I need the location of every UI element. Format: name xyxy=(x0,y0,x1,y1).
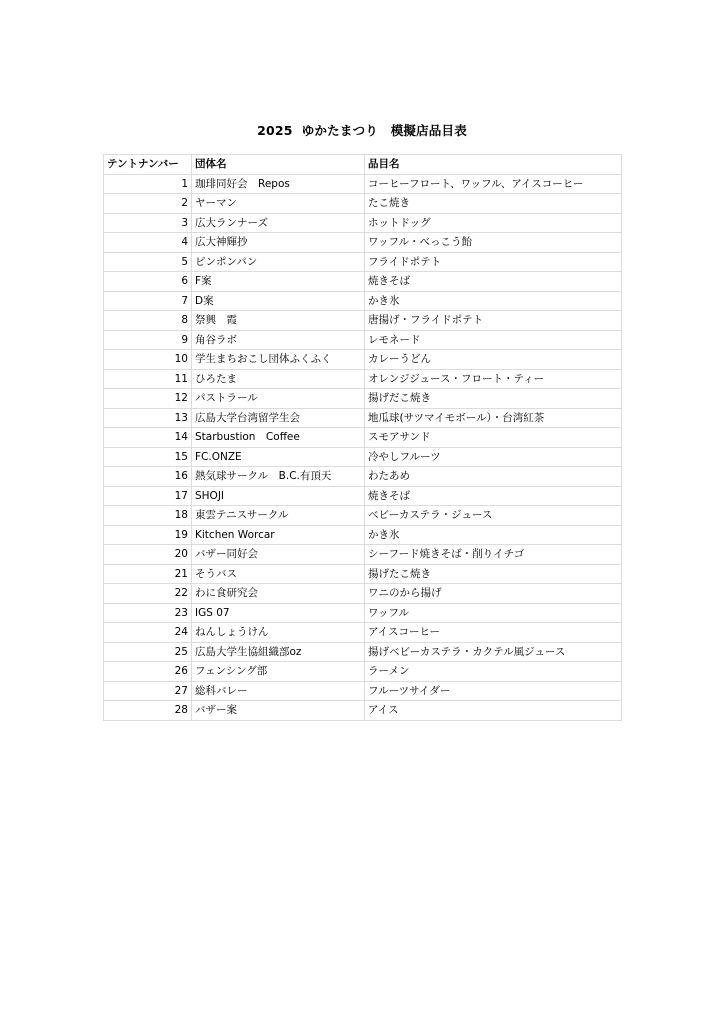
table-row xyxy=(104,350,622,370)
organization-cell: バザー案 xyxy=(192,701,365,721)
organization-cell: 広島大学台湾留学生会 xyxy=(192,408,365,428)
table-header-row xyxy=(104,155,622,175)
tent-number-cell: 11 xyxy=(104,369,192,389)
tent-number-cell: 23 xyxy=(104,603,192,623)
table-row xyxy=(104,389,622,409)
table-row xyxy=(104,369,622,389)
tent-number-cell: 28 xyxy=(104,701,192,721)
organization-cell: わに食研究会 xyxy=(192,584,365,604)
item-name-cell: アイスコーヒー xyxy=(365,623,622,643)
organization-cell: そうバス xyxy=(192,564,365,584)
table-row xyxy=(104,233,622,253)
organization-cell: FC.ONZE xyxy=(192,447,365,467)
tent-number-cell: 9 xyxy=(104,330,192,350)
tent-number-cell: 10 xyxy=(104,350,192,370)
header-organization: 団体名 xyxy=(192,155,365,175)
item-name-cell: たこ焼き xyxy=(365,194,622,214)
item-name-cell: 焼きそば xyxy=(365,486,622,506)
organization-cell: F案 xyxy=(192,272,365,292)
table-row xyxy=(104,252,622,272)
organization-cell: ヤーマン xyxy=(192,194,365,214)
tent-number-cell: 7 xyxy=(104,291,192,311)
table-row xyxy=(104,486,622,506)
tent-number-cell: 22 xyxy=(104,584,192,604)
tent-number-cell: 13 xyxy=(104,408,192,428)
organization-cell: ねんしょうけん xyxy=(192,623,365,643)
table-row xyxy=(104,545,622,565)
tent-number-cell: 17 xyxy=(104,486,192,506)
tent-number-cell: 27 xyxy=(104,681,192,701)
item-name-cell: 冷やしフルーツ xyxy=(365,447,622,467)
organization-cell: D案 xyxy=(192,291,365,311)
table-row xyxy=(104,447,622,467)
table-row xyxy=(104,584,622,604)
table-row xyxy=(104,701,622,721)
organization-cell: 熱気球サークル B.C.有頂天 xyxy=(192,467,365,487)
item-name-cell: 焼きそば xyxy=(365,272,622,292)
item-name-cell: カレーうどん xyxy=(365,350,622,370)
header-item-name: 品目名 xyxy=(365,155,622,175)
item-name-cell: スモアサンド xyxy=(365,428,622,448)
organization-cell: 珈琲同好会 Repos xyxy=(192,174,365,194)
item-name-cell: ワニのから揚げ xyxy=(365,584,622,604)
organization-cell: フェンシング部 xyxy=(192,662,365,682)
organization-cell: IGS 07 xyxy=(192,603,365,623)
item-name-cell: ワッフル・べっこう飴 xyxy=(365,233,622,253)
item-name-cell: 地瓜球(サツマイモボール）・台湾紅茶 xyxy=(365,408,622,428)
item-name-cell: フライドポテト xyxy=(365,252,622,272)
table-row xyxy=(104,311,622,331)
item-name-cell: レモネード xyxy=(365,330,622,350)
tent-number-cell: 20 xyxy=(104,545,192,565)
tent-number-cell: 21 xyxy=(104,564,192,584)
tent-number-cell: 24 xyxy=(104,623,192,643)
tent-number-cell: 12 xyxy=(104,389,192,409)
item-name-cell: ラーメン xyxy=(365,662,622,682)
item-name-cell: ベビーカステラ・ジュース xyxy=(365,506,622,526)
item-name-cell: 揚げたこ焼き xyxy=(365,564,622,584)
table-row xyxy=(104,213,622,233)
table-row xyxy=(104,174,622,194)
tent-number-cell: 19 xyxy=(104,525,192,545)
item-name-cell: かき氷 xyxy=(365,291,622,311)
organization-cell: バザー同好会 xyxy=(192,545,365,565)
organization-cell: 東雲テニスサークル xyxy=(192,506,365,526)
item-name-cell: コーヒーフロート、ワッフル、アイスコーヒー xyxy=(365,174,622,194)
item-name-cell: オレンジジュース・フロート・ティー xyxy=(365,369,622,389)
tent-number-cell: 4 xyxy=(104,233,192,253)
item-name-cell: ワッフル xyxy=(365,603,622,623)
organization-cell: パストラール xyxy=(192,389,365,409)
item-name-cell: 唐揚げ・フライドポテト xyxy=(365,311,622,331)
organization-cell: Starbustion Coffee xyxy=(192,428,365,448)
organization-cell: 学生まちおこし団体ふくふく xyxy=(192,350,365,370)
tent-number-cell: 26 xyxy=(104,662,192,682)
item-name-cell: シーフード焼きそば・削りイチゴ xyxy=(365,545,622,565)
organization-cell: 総科バレー xyxy=(192,681,365,701)
organization-cell: ひろたま xyxy=(192,369,365,389)
tent-number-cell: 16 xyxy=(104,467,192,487)
table-row xyxy=(104,428,622,448)
organization-cell: 祭興 霞 xyxy=(192,311,365,331)
tent-number-cell: 2 xyxy=(104,194,192,214)
tent-number-cell: 6 xyxy=(104,272,192,292)
table-row xyxy=(104,603,622,623)
tent-number-cell: 3 xyxy=(104,213,192,233)
item-name-cell: 揚げベビーカステラ・カクテル風ジュース xyxy=(365,642,622,662)
table-row xyxy=(104,194,622,214)
item-name-cell: アイス xyxy=(365,701,622,721)
tent-number-cell: 8 xyxy=(104,311,192,331)
tent-number-cell: 25 xyxy=(104,642,192,662)
tent-number-cell: 1 xyxy=(104,174,192,194)
table-row xyxy=(104,272,622,292)
organization-cell: 広島大学生協組織部oz xyxy=(192,642,365,662)
header-tent-number: テントナンバー xyxy=(104,155,192,175)
organization-cell: ピンポンパン xyxy=(192,252,365,272)
tent-number-cell: 5 xyxy=(104,252,192,272)
item-name-cell: かき氷 xyxy=(365,525,622,545)
item-name-cell: わたあめ xyxy=(365,467,622,487)
tent-number-cell: 18 xyxy=(104,506,192,526)
organization-cell: 広大ランナーズ xyxy=(192,213,365,233)
table-row xyxy=(104,506,622,526)
table-row xyxy=(104,662,622,682)
item-name-cell: フルーツサイダー xyxy=(365,681,622,701)
table-row xyxy=(104,291,622,311)
item-name-cell: ホットドッグ xyxy=(365,213,622,233)
organization-cell: 広大神輝抄 xyxy=(192,233,365,253)
organization-cell: Kitchen Worcar xyxy=(192,525,365,545)
table-row xyxy=(104,642,622,662)
organization-cell: 角谷ラボ xyxy=(192,330,365,350)
organization-cell: SHOJI xyxy=(192,486,365,506)
table-row xyxy=(104,330,622,350)
booth-menu-table xyxy=(103,154,622,721)
table-row xyxy=(104,564,622,584)
table-row xyxy=(104,681,622,701)
table-row xyxy=(104,623,622,643)
item-name-cell: 揚げだこ焼き xyxy=(365,389,622,409)
tent-number-cell: 14 xyxy=(104,428,192,448)
tent-number-cell: 15 xyxy=(104,447,192,467)
document-title: 2025 ゆかたまつり 模擬店品目表 xyxy=(257,123,467,138)
table-row xyxy=(104,467,622,487)
table-row xyxy=(104,525,622,545)
table-row xyxy=(104,408,622,428)
